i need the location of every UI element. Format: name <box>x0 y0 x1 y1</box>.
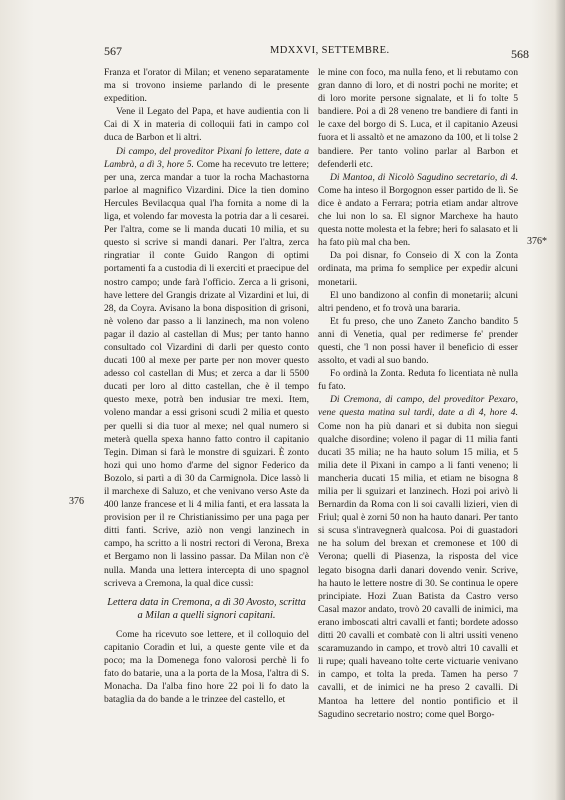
paragraph-text: Come ha recevuto tre lettere; per una, zerca mandar a tuor la rocha Machastorna parloe al magnifico Vizardini. Dice la tien domino Hercules Bevilacqua qual l'ha fornita a nome di la liga, et volendo far movesta la potria dar a li cesarei. Per l'altra, come se li manda ducati 10 milia, et su questo si scrive si mandi danari. Per l'altra, zerca ringratiar il conte Guido Rangon di optimi portamenti fa a custodia di li exerciti et praecipue del nostro campo; unde farà l'officio. Zerca a li grisoni, have lettere del Grangis drizate al Vizardini et lui, di 28, da Coyra. Avisano la bona disposition di grisoni, nè voleno dar passo a li lanzinech, ma non voleno pagar il dazio al castellan di Mus; per tanto hanno consultado col Vizardini di darli per questo conto ducati 100 al mexe per parte per non mover questo adesso col castellan di Mus; et zerca a dar li 5500 ducati per loro al ditto castellan, che è il tempo questo mexe, potrà ben indusiar tre mexi. Item, voleno mandar a essi grisoni scudi 2 milia et questo per quelli si dia tuor al mexe; nel qual numero si meterà quella spexa hanno fatto contro il capitanio Tegin. Diman si farà le monstre di sguizari. È zonto hozi qui uno homo d'arme del signor Federico da Bozolo, si partì a dì 30 da Carmignola. Dice lassò li il marchexe di Saluzo, et che venivano verso Aste da 400 lanze francese et li 4 milia fanti, et era lassata la provision per il re Christianissimo per una paga per ditti fanti. Scrive, aziò non vengi lanzinech in campo, ha scritto a li nostri rectori di Verona, Brexa et Bergamo non li lassino passar. Da Milan non c'è nulla. Manda una lettera intercepta di uno spagnol scriveva a Cremona, la qual dice cussì: <box>104 158 309 589</box>
paragraph-text: Vene il Legato del Papa, et have audientia con li Cai di X in materia di colloquii fati in campo col duca de Barbon et li altri. <box>104 106 309 144</box>
letter-heading: Di campo, del proveditor Pixani fo lettere, date a Lambrà, a dì 3, hore 5. <box>104 145 309 170</box>
paragraph-text: Come ha ricevuto soe lettere, et il colloquio del capitanio Coradin et lui, a queste gente vile et da poco; ma la Domenega fono valorosi perchè li fo fato do batarie, una a la porta de la Mosa, l'altra di S. Monacha. Da l'alba fino hore 22 poi li fo dato la bataglia da do bande a le trinzee del castello, et <box>104 628 309 706</box>
paragraph <box>104 628 309 707</box>
left-column <box>104 66 309 706</box>
page-header <box>0 44 565 62</box>
paragraph <box>104 105 309 144</box>
letter-heading: Di Cremona, di campo, del proveditor Pexaro, vene questa matina sul tardi, date a dì 4, hore 4. <box>318 394 518 419</box>
paragraph <box>318 249 518 288</box>
page-edge-shadow <box>555 0 565 800</box>
margin-number-right: 376* <box>527 236 547 247</box>
right-column <box>318 66 518 721</box>
paragraph <box>318 367 518 393</box>
paragraph-text: Franza et l'orator di Milan; et veneno separatamente ma si trovono insieme parlando di le presente expedition. <box>104 67 309 105</box>
running-title: MDXXVI, SETTEMBRE. <box>270 45 390 56</box>
paragraph <box>318 393 518 720</box>
page-number-left: 567 <box>104 44 122 58</box>
section-heading: Lettera data in Cremona, a dì 30 Avosto, scritta a Milan a quelli signori capitani. <box>107 596 306 621</box>
paragraph-text: Come ha inteso il Borgognon esser partido de lì. Se dice è andato a Ferrara; potria etiam andar altrove che lui non lo sa. El signor Marchexe ha hauto questa notte molesta et la febre; heri fo salasato et li ha fato più mal cha ben. <box>318 184 518 249</box>
paragraph <box>104 66 309 105</box>
paragraph-text: Come non ha più danari et si dubita non siegui qualche disordine; voleno il pagar di 11 milia fanti ducati 35 milia; ne ha hauto solum 15 milia, et 5 milia dete il Pixani in campo a li fanti veneno; li mancheria ducati 15 milia, et etiam ne bisogna 8 milia per li sguizari et lanzinech. Hozi poi arivò li Bernardin da Roma con li soi cavalli lizieri, vien di Friul; qual è zorni 50 non ha hauto danari. Per tanto si scusa s'intravegnerà qualcosa. Poi di guastadori ne ha solum del brexan et cremonese et 100 di Verona; quelli di Piasenza, la risposta del vice legato bisogna darli danari dovendo venir. Scrive, ha hauto le lettere nostre di 30. Se continua le opere principiate. Hozi Zuan Batista da Castro verso Casal mazor andato, trovò 20 cavalli de inimici, ma erano imboscati altri cavalli et fanti; bordete adosso ditti 20 cavalli et combatè con li altri ussiti veneno scaramuzando in campo, et trovò altri 10 cavalli et li rupe; quali haveano tolte certe victuarie venivano in campo, et tolta la preda. Tamen ha perso 7 cavalli, et de inimici ne ha preso 2 cavalli. Di Mantoa ha lettere del nontio pontificio et il Sagudino secretario nostro; come quel Borgo- <box>318 420 518 720</box>
paragraph-text: Et fu preso, che uno Zaneto Zancho bandito 5 anni di Venetia, qual per redimerse fe' prender questi, che 'l non possi haver il beneficio di esser assolto, et vadi al suo bando. <box>318 315 518 367</box>
paragraph <box>318 315 518 367</box>
paragraph-text: El uno bandizono al confin di monetarii; alcuni altri pendeno, et fo trovà una bararia. <box>318 289 518 314</box>
paragraph-text: Fo ordinà la Zonta. Reduta fo licentiata nè nulla fu fato. <box>318 368 518 393</box>
letter-heading: Di Mantoa, di Nicolò Sagudino secretario, dì 4. <box>330 171 518 183</box>
paragraph <box>318 171 518 250</box>
margin-number-left: 376 <box>69 496 84 507</box>
page-number-right: 568 <box>511 47 529 61</box>
paragraph-text: Da poi disnar, fo Conseio di X con la Zonta ordinata, ma prima fo semplice per expedir alcuni monetarii. <box>318 250 518 288</box>
paragraph <box>318 289 518 315</box>
paragraph <box>104 145 309 590</box>
paragraph-text: le mine con foco, ma nulla feno, et li rebutamo con gran danno di loro, et di nostri pochi ne morite; et di loro morite persone signalate, et li fo tolte 5 bandiere. Poi a dì 28 veneno tre bandiere di fanti in le caxe del borgo di S. Luca, et il capitanio Azeusi fuora et li assaltò et ne amazono da 100, et li tolse 2 bandiere. Per tanto volino parlar al Barbon et defenderli etc. <box>318 67 518 170</box>
paragraph <box>318 66 518 171</box>
